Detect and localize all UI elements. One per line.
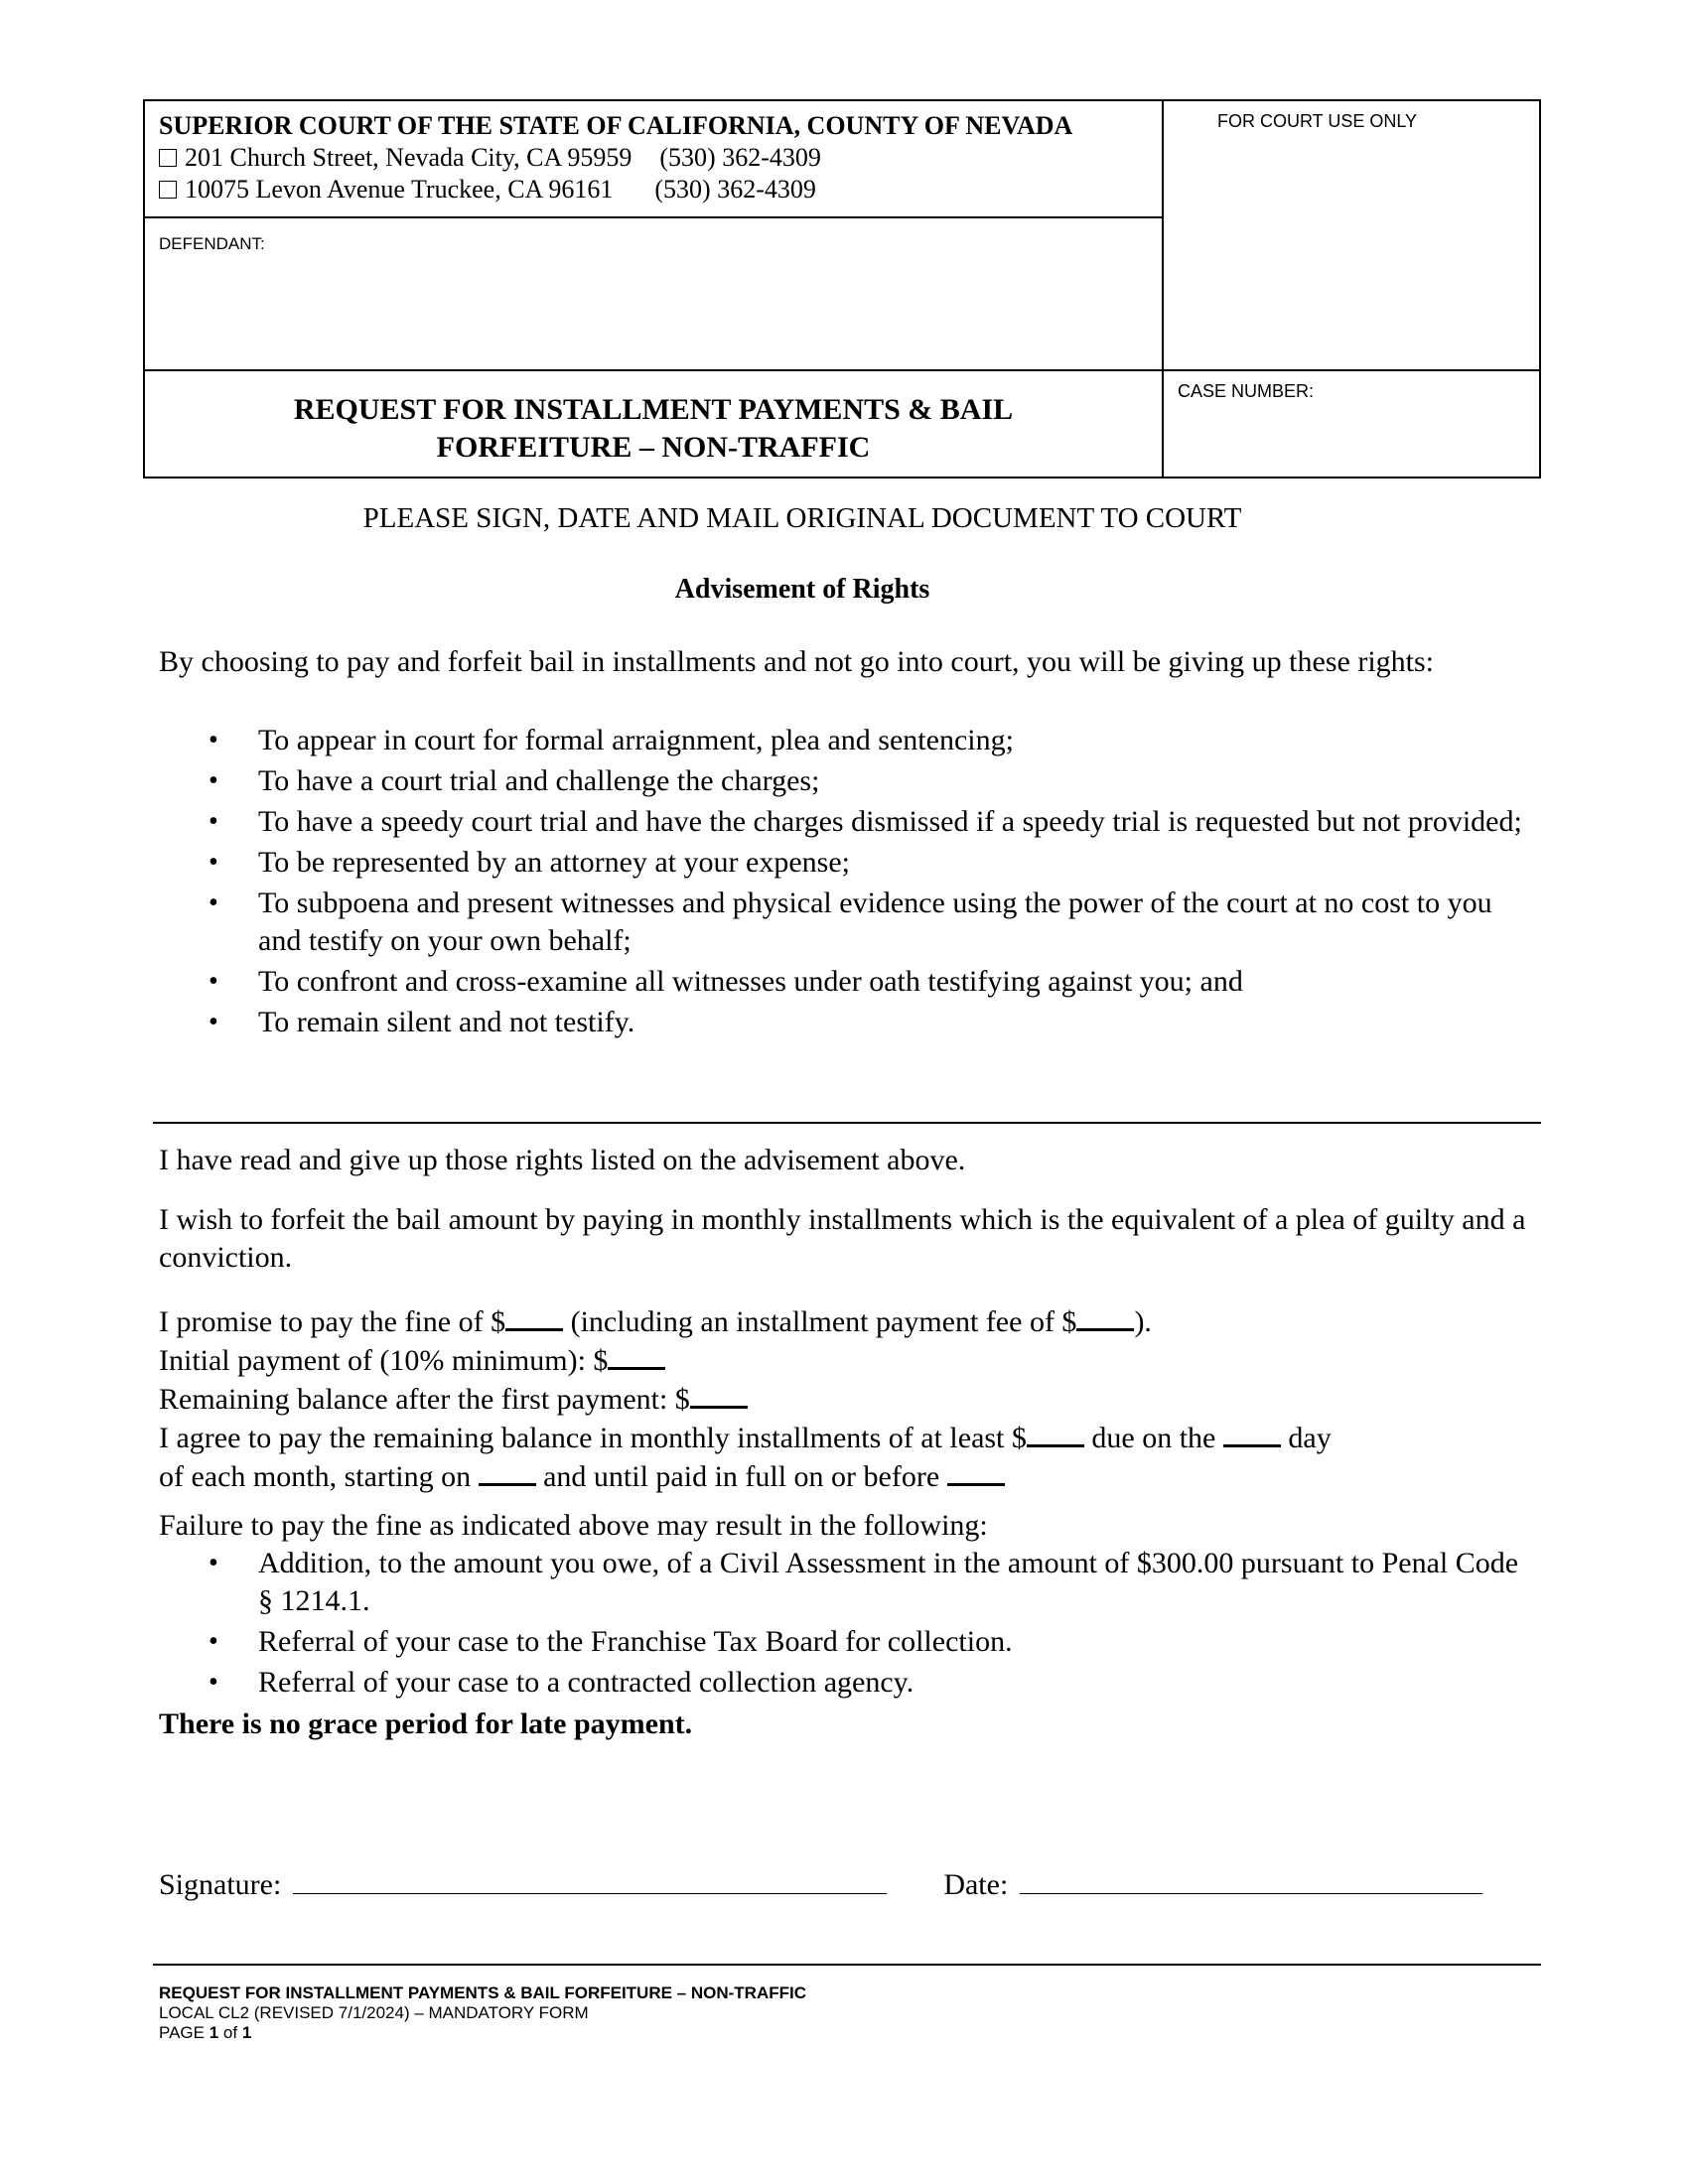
page-prefix: PAGE — [159, 2023, 205, 2042]
advisement-intro: By choosing to pay and forfeit bail in installments and not go into court, you will be giving up these rights: — [159, 645, 1434, 678]
due-day-field[interactable] — [1223, 1419, 1281, 1447]
page-of: of — [222, 2023, 238, 2042]
phone-2: (530) 362-4309 — [654, 175, 816, 204]
initial-payment-field[interactable] — [608, 1341, 665, 1370]
monthly-installment-field[interactable] — [1027, 1419, 1084, 1447]
right-item: • To confront and cross-examine all witnesses under oath testifying against you; and — [159, 963, 1539, 1001]
checkbox-truckee[interactable] — [159, 181, 177, 199]
header-divider-1 — [145, 216, 1162, 218]
agree-text-d: of each month, starting on — [159, 1460, 472, 1493]
agree-text-a: I agree to pay the remaining balance in monthly installments of at least $ — [159, 1422, 1027, 1454]
form-footer — [159, 1983, 806, 2043]
start-date-field[interactable] — [479, 1457, 536, 1486]
right-item: • To be represented by an attorney at your expense; — [159, 844, 1539, 882]
date-field[interactable] — [1020, 1867, 1482, 1894]
form-title-line-1: REQUEST FOR INSTALLMENT PAYMENTS & BAIL — [293, 393, 1014, 426]
signature-row — [159, 1866, 1539, 1904]
start-date-line — [159, 1457, 1539, 1496]
advisement-heading: Advisement of Rights — [674, 574, 930, 605]
rights-list — [159, 722, 1539, 1044]
remaining-balance-text: Remaining balance after the first payment: $ — [159, 1383, 690, 1416]
promise-line — [159, 1302, 1539, 1341]
date-label: Date: — [943, 1868, 1009, 1901]
address-2: 10075 Levon Avenue Truckee, CA 96161 — [185, 175, 614, 204]
consequence-item: • Addition, to the amount you owe, of a Civil Assessment in the amount of $300.00 pursuant to Penal Code § 1214.1. — [159, 1545, 1539, 1620]
agree-text-c: day — [1288, 1422, 1332, 1454]
footer-divider — [153, 1964, 1541, 1966]
page-number: 1 — [209, 2023, 219, 2042]
remaining-balance-line — [159, 1380, 1539, 1419]
right-item: • To subpoena and present witnesses and physical evidence using the power of the court at no cost to you and testify on your own behalf; — [159, 885, 1539, 960]
installment-line — [159, 1419, 1539, 1457]
signature-field[interactable] — [293, 1867, 887, 1894]
mail-instructions: PLEASE SIGN, DATE AND MAIL ORIGINAL DOCUMENT TO COURT — [362, 502, 1242, 534]
footer-page — [159, 2023, 806, 2043]
footer-form-id: LOCAL CL2 (REVISED 7/1/2024) – MANDATORY FORM — [159, 2003, 589, 2022]
right-item: • To have a speedy court trial and have the charges dismissed if a speedy trial is requested but not provided; — [159, 803, 1539, 841]
defendant-label: DEFENDANT: — [159, 234, 265, 253]
court-use-label: FOR COURT USE ONLY — [1217, 111, 1418, 131]
initial-payment-text: Initial payment of (10% minimum): $ — [159, 1344, 609, 1377]
form-title — [145, 391, 1162, 467]
address-1: 201 Church Street, Nevada City, CA 95959 — [185, 143, 633, 172]
court-name: SUPERIOR COURT OF THE STATE OF CALIFORNIA, COUNTY OF NEVADA — [159, 111, 1073, 140]
paid-in-full-date-field[interactable] — [947, 1457, 1005, 1486]
agree-text-b: due on the — [1091, 1422, 1216, 1454]
read-statement: I have read and give up those rights listed on the advisement above. — [159, 1144, 966, 1176]
section-divider — [153, 1122, 1541, 1124]
fine-amount-field[interactable] — [505, 1302, 563, 1331]
right-item: • To appear in court for formal arraignment, plea and sentencing; — [159, 722, 1539, 759]
signature-label: Signature: — [159, 1868, 282, 1901]
promise-text-c: ). — [1134, 1305, 1152, 1338]
page-total: 1 — [241, 2023, 252, 2042]
remaining-balance-field[interactable] — [690, 1380, 748, 1409]
grace-notice: There is no grace period for late payment. — [159, 1707, 693, 1740]
court-address-nevada-city — [159, 143, 821, 173]
forfeit-statement: I wish to forfeit the bail amount by paying in monthly installments which is the equivalent of a plea of guilty and a conviction. — [159, 1203, 1526, 1274]
form-header-box — [143, 99, 1541, 478]
failure-intro: Failure to pay the fine as indicated above may result in the following: — [159, 1509, 988, 1542]
installment-fee-field[interactable] — [1076, 1302, 1134, 1331]
consequence-item: • Referral of your case to a contracted collection agency. — [159, 1664, 1539, 1702]
court-address-truckee — [159, 175, 816, 205]
payment-terms — [159, 1302, 1539, 1496]
case-number-label: CASE NUMBER: — [1178, 381, 1315, 401]
phone-1: (530) 362-4309 — [659, 143, 821, 172]
right-item: • To remain silent and not testify. — [159, 1004, 1539, 1041]
checkbox-nevada-city[interactable] — [159, 149, 177, 167]
footer-title: REQUEST FOR INSTALLMENT PAYMENTS & BAIL FORFEITURE – NON-TRAFFIC — [159, 1983, 806, 2002]
header-divider-2 — [145, 369, 1539, 371]
agree-text-e: and until paid in full on or before — [543, 1460, 940, 1493]
right-item: • To have a court trial and challenge the charges; — [159, 762, 1539, 800]
initial-payment-line — [159, 1341, 1539, 1380]
consequence-item: • Referral of your case to the Franchise Tax Board for collection. — [159, 1623, 1539, 1661]
header-divider-vertical — [1162, 101, 1164, 477]
promise-text-b: (including an installment payment fee of $ — [570, 1305, 1077, 1338]
consequences-list — [159, 1545, 1539, 1705]
form-title-line-2: FORFEITURE – NON-TRAFFIC — [436, 431, 871, 464]
promise-text-a: I promise to pay the fine of $ — [159, 1305, 506, 1338]
